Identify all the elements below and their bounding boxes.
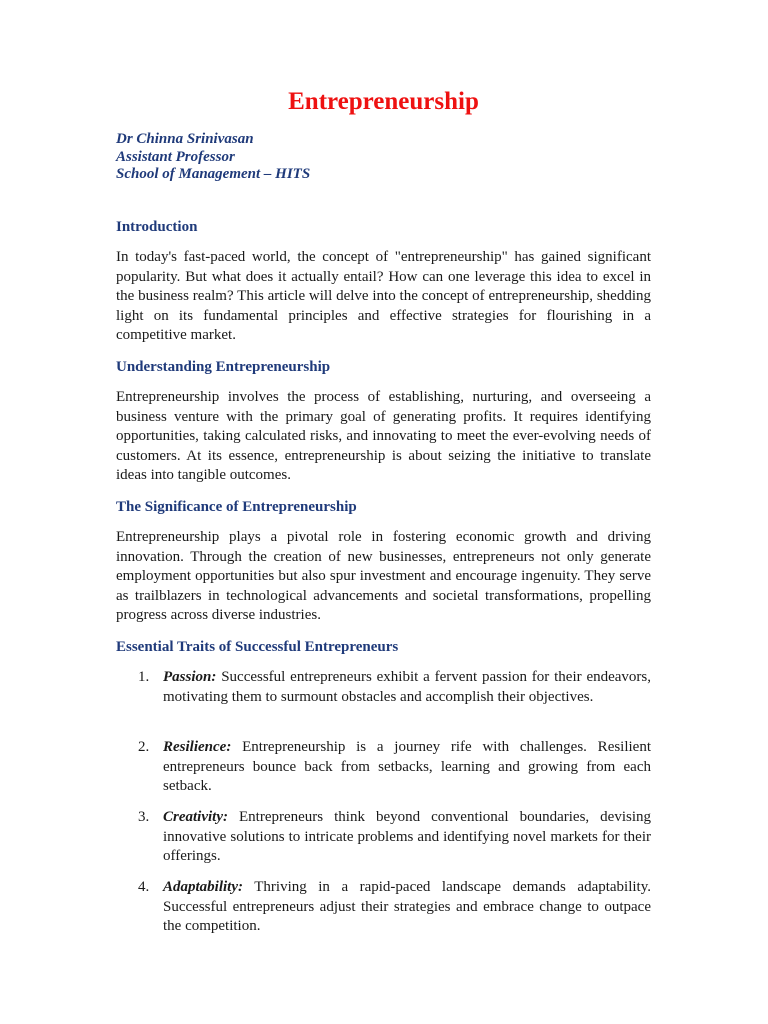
author-affiliation: School of Management – HITS xyxy=(116,166,311,182)
author-role: Assistant Professor xyxy=(116,148,235,165)
section-body-introduction: In today's fast-paced world, the concept of "entrepreneurship" has gained significant popularity. But what does it actually entail? How can one leverage this idea to excel in the business realm? This article will delve into the concept of entrepreneurship, shedding light on its fundamental principles and effective strategies for flourishing in a competitive market. xyxy=(116,249,651,343)
author-block xyxy=(116,131,310,184)
list-item-number: 1. xyxy=(138,669,150,685)
list-item-content xyxy=(163,878,651,937)
list-item-content xyxy=(163,668,651,707)
list-item-content xyxy=(163,738,651,797)
section-heading-significance: The Significance of Entrepreneurship xyxy=(116,499,357,515)
section-body-understanding: Entrepreneurship involves the process of establishing, nurturing, and overseeing a business venture with the primary goal of generating profits. It requires identifying opportunities, taking calculated risks, and innovating to meet the ever-evolving needs of customers. At its essence, entrepreneurship is about seizing the initiative to translate ideas into tangible outcomes. xyxy=(116,389,651,483)
list-item-term: Creativity: xyxy=(163,809,228,825)
list-item-term: Adaptability: xyxy=(163,879,243,895)
section-heading-introduction: Introduction xyxy=(116,219,198,235)
list-item-term: Passion: xyxy=(163,669,217,685)
document-title: Entrepreneurship xyxy=(288,88,479,115)
list-item-term: Resilience: xyxy=(163,739,232,755)
list-item-text: Entrepreneurship is a journey rife with challenges. Resilient entrepreneurs bounce back from setbacks, learning and growing from each setback. xyxy=(163,739,652,794)
section-heading-traits: Essential Traits of Successful Entrepreneurs xyxy=(116,639,399,655)
list-item-text: Entrepreneurs think beyond conventional boundaries, devising innovative solutions to intricate problems and identifying novel markets for their offerings. xyxy=(163,809,652,864)
list-item-text: Successful entrepreneurs exhibit a fervent passion for their endeavors, motivating them to surmount obstacles and accomplish their objectives. xyxy=(163,669,651,705)
list-item-number: 3. xyxy=(138,809,150,825)
list-item-number: 2. xyxy=(138,739,150,755)
list-item-number: 4. xyxy=(138,879,150,895)
list-item-text: Thriving in a rapid-paced landscape demands adaptability. Successful entrepreneurs adjust their strategies and embrace change to outpace the competition. xyxy=(163,879,651,934)
author-name: Dr Chinna Srinivasan xyxy=(116,131,254,147)
section-body-significance: Entrepreneurship plays a pivotal role in fostering economic growth and driving innovation. Through the creation of new businesses, entrepreneurs not only generate employment opportunities but also spur investment and encourage ingenuity. They serve as trailblazers in technological advancements and societal transformations, propelling progress across diverse industries. xyxy=(116,529,651,623)
section-heading-understanding: Understanding Entrepreneurship xyxy=(116,359,331,375)
list-item-content xyxy=(163,808,651,867)
